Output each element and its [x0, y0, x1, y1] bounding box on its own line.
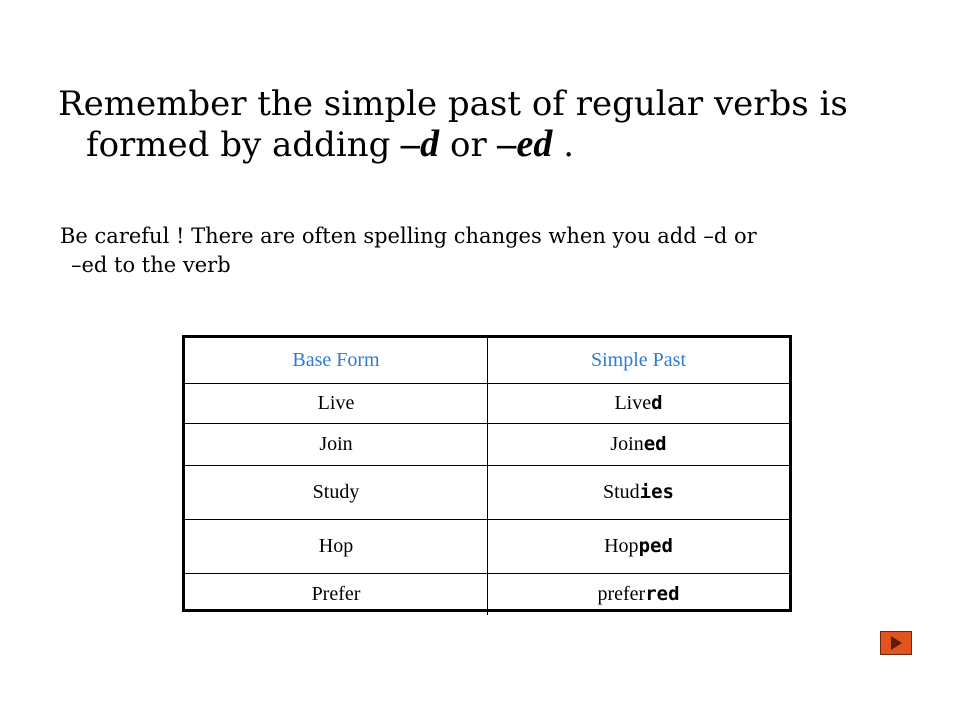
suffix-d-emphasis: –d	[401, 123, 440, 165]
verb-suffix: ies	[639, 480, 674, 503]
table-row	[185, 423, 789, 465]
base-form-cell: Join	[185, 423, 488, 465]
play-arrow-icon	[891, 636, 902, 650]
simple-past-cell	[488, 573, 790, 615]
verb-table	[182, 335, 792, 612]
page-title	[58, 84, 918, 165]
spelling-note	[60, 222, 920, 280]
next-slide-button[interactable]	[880, 631, 912, 655]
simple-past-cell	[488, 465, 790, 519]
base-form-cell: Hop	[185, 519, 488, 573]
heading-line-2	[58, 124, 918, 165]
simple-past-cell	[488, 423, 790, 465]
verb-stem: Stud	[602, 480, 640, 503]
suffix-ed-emphasis: –ed	[497, 123, 553, 165]
base-form-cell: Study	[185, 465, 488, 519]
header-simple-past: Simple Past	[488, 338, 790, 383]
verb-stem: Live	[614, 391, 652, 414]
heading-text: formed by adding	[86, 125, 402, 165]
verb-stem: Hop	[604, 534, 639, 557]
table-header-row	[185, 338, 789, 383]
note-line-2: –ed to the verb	[71, 253, 231, 277]
simple-past-cell	[488, 383, 790, 423]
base-form-cell: Live	[185, 383, 488, 423]
verb-suffix: ped	[638, 534, 673, 557]
note-line-1: Be careful ! There are often spelling changes when you add –d or	[60, 224, 757, 248]
verb-stem: prefer	[597, 582, 646, 605]
table-row	[185, 383, 789, 423]
table-row	[185, 519, 789, 573]
header-base-form: Base Form	[185, 338, 488, 383]
table-row	[185, 573, 789, 615]
heading-text: or	[439, 125, 498, 165]
heading-text: .	[552, 125, 575, 165]
verb-suffix: d	[651, 391, 663, 414]
verb-suffix: ed	[643, 432, 667, 455]
verb-stem: Join	[610, 432, 644, 455]
heading-line-1: Remember the simple past of regular verbs is	[58, 84, 848, 124]
table-row	[185, 465, 789, 519]
verb-suffix: red	[645, 582, 680, 605]
simple-past-cell	[488, 519, 790, 573]
base-form-cell: Prefer	[185, 573, 488, 615]
